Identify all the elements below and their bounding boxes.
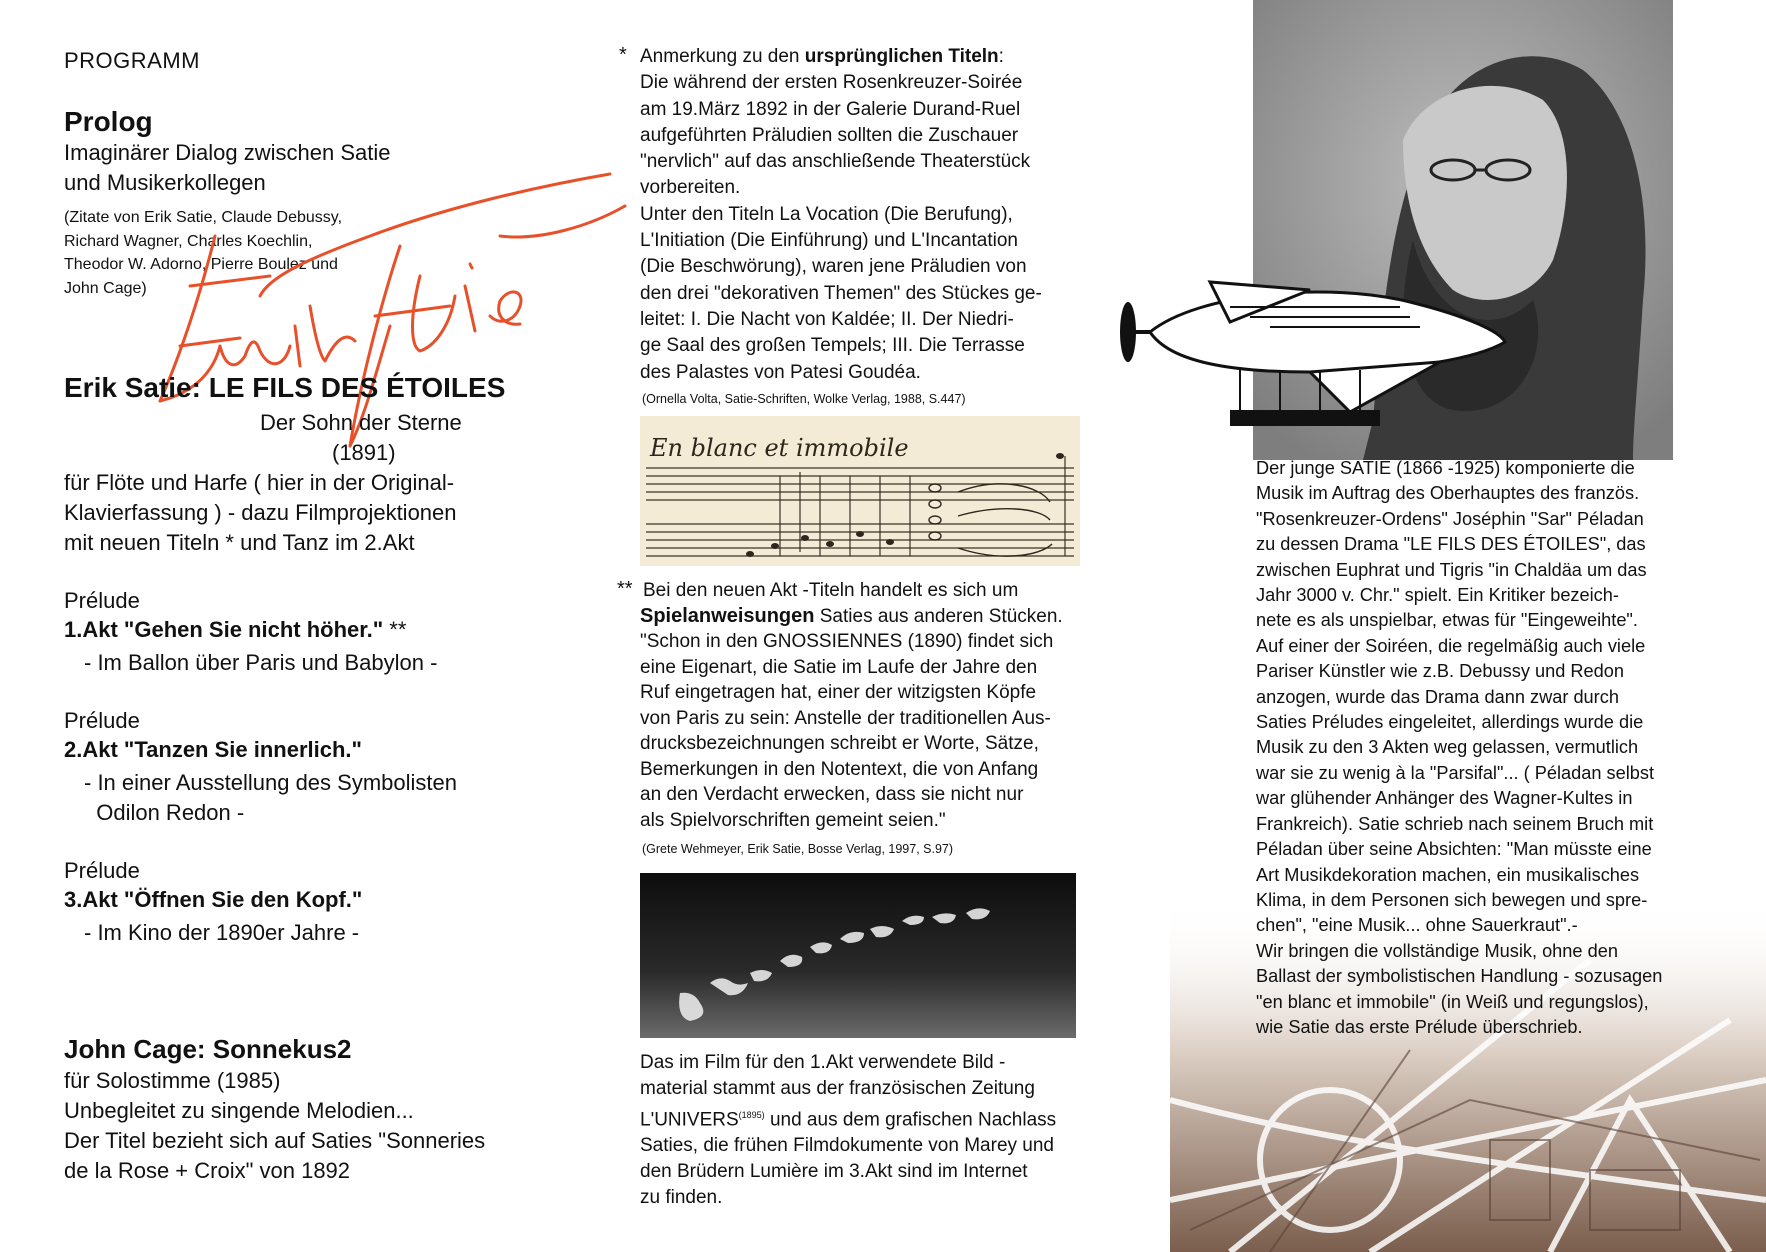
- note-2-bold: Spielanweisungen: [640, 604, 815, 627]
- score-inscription: En blanc et immobile: [650, 434, 909, 462]
- fils-year: (1891): [332, 440, 396, 465]
- biography-line: Auf einer der Soiréen, die regelmäßig auch viele: [1256, 635, 1646, 656]
- note-1-line: am 19.März 1892 in der Galerie Durand-Ruel: [640, 98, 1021, 120]
- note-2-line: von Paris zu sein: Anstelle der traditionellen Aus-: [640, 707, 1051, 729]
- note-1: [640, 44, 1080, 386]
- film-caption-line: [640, 1102, 1110, 1133]
- biography-line: anzogen, wurde das Drama dann zwar durch: [1256, 686, 1619, 707]
- film-caption-line: Das im Film für den 1.Akt verwendete Bild -: [640, 1052, 1006, 1073]
- act-2-subtitle-line: - In einer Ausstellung des Symbolisten: [84, 770, 457, 795]
- biography-line: Wir bringen die vollständige Musik, ohne den: [1256, 940, 1618, 961]
- act-1-subtitle: - Im Ballon über Paris und Babylon -: [84, 650, 438, 675]
- film-caption-line: zu finden.: [640, 1187, 723, 1209]
- cage-title: John Cage: Sonnekus2: [64, 1034, 352, 1064]
- note-1-line: leitet: I. Die Nacht von Kaldée; II. Der Niedri-: [640, 308, 1014, 330]
- note-2-line: an den Verdacht erwecken, dass sie nicht nur: [640, 784, 1024, 805]
- prolog-quote-line: Richard Wagner, Charles Koechlin,: [64, 232, 313, 250]
- satie-biography: [1256, 456, 1706, 1040]
- fils-description-line: für Flöte und Harfe ( hier in der Original-: [64, 470, 455, 495]
- note-2: [640, 578, 1110, 833]
- act-2-prelude: Prélude: [64, 708, 140, 733]
- biography-line: nete es als unspielbar, etwas für "Eingeweihte".: [1256, 610, 1638, 631]
- airship-drawing-image: [1110, 262, 1510, 452]
- fils-description: [64, 468, 524, 558]
- act-3-prelude: Prélude: [64, 858, 140, 883]
- biography-line: wie Satie das erste Prélude überschrieb.: [1256, 1016, 1583, 1037]
- note-1-source: (Ornella Volta, Satie-Schriften, Wolke Verlag, 1988, S.447): [642, 392, 966, 406]
- act-3-title: 3.Akt "Öffnen Sie den Kopf.": [64, 887, 363, 912]
- prolog-subtitle-line: Imaginärer Dialog zwischen Satie: [64, 140, 391, 165]
- note-1-line: des Palastes von Patesi Goudéa.: [640, 361, 921, 383]
- note-2-line: eine Eigenart, die Satie im Laufe der Jahre den: [640, 656, 1038, 678]
- program-label: PROGRAMM: [64, 48, 200, 73]
- fils-description-line: Klavierfassung ) - dazu Filmprojektionen: [64, 500, 457, 525]
- biography-line: Péladan über seine Absichten: "Man müsste eine: [1256, 839, 1652, 860]
- biography-line: Musik im Auftrag des Oberhauptes des französ.: [1256, 483, 1640, 504]
- biography-line: zwischen Euphrat und Tigris "in Chaldäa um das: [1256, 559, 1647, 580]
- film-caption-tail: und aus dem grafischen Nachlass: [764, 1109, 1057, 1131]
- note-1-line: vorbereiten.: [640, 177, 741, 199]
- note-1-bold: ursprünglichen Titeln: [804, 46, 999, 67]
- note-2-line: drucksbezeichnungen schreibt er Worte, Sätze,: [640, 733, 1039, 754]
- cage-description: [64, 1066, 544, 1186]
- note-1-asterisk: *: [619, 44, 627, 66]
- note-1-line: ge Saal des großen Tempels; III. Die Terrasse: [640, 335, 1025, 357]
- prolog-quote-line: (Zitate von Erik Satie, Claude Debussy,: [64, 209, 343, 226]
- note-2-source: (Grete Wehmeyer, Erik Satie, Bosse Verlag, 1997, S.97): [642, 842, 954, 856]
- note-1-line: (Die Beschwörung), waren jene Präludien von: [640, 256, 1027, 278]
- film-caption-journal: L'UNIVERS: [640, 1109, 739, 1131]
- cage-line: Der Titel bezieht sich auf Saties "Sonneries: [64, 1128, 486, 1153]
- note-2-heading: [640, 604, 1110, 630]
- note-2-tail: Saties aus anderen Stücken.: [814, 605, 1063, 627]
- biography-line: zu dessen Drama "LE FILS DES ÉTOILES", das: [1256, 534, 1646, 555]
- act-1-marker: **: [383, 617, 407, 642]
- film-still-image: [640, 873, 1076, 1038]
- note-1-line: Die während der ersten Rosenkreuzer-Soirée: [640, 72, 1023, 94]
- cage-line: für Solostimme (1985): [64, 1068, 281, 1093]
- note-2-line: "Schon in den GNOSSIENNES (1890) findet sich: [640, 631, 1054, 652]
- note-1-line: den drei "dekorativen Themen" des Stückes ge-: [640, 282, 1042, 304]
- note-1-line: Unter den Titeln La Vocation (Die Berufung),: [640, 203, 1013, 225]
- biography-line: Pariser Künstler wie z.B. Debussy und Redon: [1256, 661, 1624, 682]
- biography-line: Der junge SATIE (1866 -1925) komponierte die: [1256, 458, 1635, 478]
- prolog-subtitle-line: und Musikerkollegen: [64, 170, 266, 195]
- act-2-subtitle: [84, 768, 457, 828]
- film-caption-line: Saties, die frühen Filmdokumente von Marey und: [640, 1135, 1054, 1157]
- biography-line: Musik zu den 3 Akten weg gelassen, vermutlich: [1256, 737, 1639, 758]
- film-caption-line: den Brüdern Lumière im 3.Akt sind im Internet: [640, 1161, 1028, 1183]
- biography-line: Frankreich). Satie schrieb nach seinem Bruch mit: [1256, 813, 1654, 834]
- cage-line: Unbegleitet zu singende Melodien...: [64, 1098, 414, 1123]
- act-2-title: 2.Akt "Tanzen Sie innerlich.": [64, 737, 362, 762]
- note-2-line: Bemerkungen in den Notentext, die von Anfang: [640, 758, 1039, 780]
- act-1-title: 1.Akt "Gehen Sie nicht höher.": [64, 617, 384, 642]
- note-2-line: Ruf eingetragen hat, einer der witzigsten Köpfe: [640, 682, 1037, 703]
- act-2-subtitle-line: Odilon Redon -: [84, 800, 245, 825]
- prolog-quote-line: Theodor W. Adorno, Pierre Boulez und: [64, 256, 338, 273]
- biography-line: Jahr 3000 v. Chr." spielt. Ein Kritiker bezeich-: [1256, 585, 1619, 606]
- biography-line: Art Musikdekoration machen, ein musikalisches: [1256, 864, 1640, 885]
- biography-line: "Rosenkreuzer-Ordens" Joséphin "Sar" Péladan: [1256, 508, 1644, 529]
- film-caption-line: material stammt aus der französischen Zeitung: [640, 1078, 1035, 1099]
- film-caption-year: (1895): [738, 1110, 765, 1120]
- cage-line: de la Rose + Croix" von 1892: [64, 1158, 351, 1183]
- note-1-heading: [640, 44, 1080, 70]
- prolog-quote-line: John Cage): [64, 279, 147, 297]
- biography-line: chen", "eine Musik... ohne Sauerkraut".-: [1256, 915, 1578, 936]
- music-score-image: [640, 416, 1080, 566]
- fils-description-line: mit neuen Titeln * und Tanz im 2.Akt: [64, 530, 415, 555]
- note-2-asterisks: **: [617, 578, 633, 600]
- biography-line: Saties Préludes eingeleitet, allerdings wurde die: [1256, 712, 1644, 733]
- note-2-line: als Spielvorschriften gemeint seien.": [640, 809, 946, 831]
- act-3-subtitle: - Im Kino der 1890er Jahre -: [84, 920, 360, 945]
- fils-subtitle: Der Sohn der Sterne: [260, 410, 462, 435]
- biography-line: war glühender Anhänger des Wagner-Kultes in: [1256, 788, 1633, 809]
- biography-line: "en blanc et immobile" (in Weiß und regungslos),: [1256, 991, 1649, 1012]
- fils-heading: Erik Satie: LE FILS DES ÉTOILES: [64, 372, 506, 403]
- prolog-title: Prolog: [64, 106, 153, 137]
- act-1-prelude: Prélude: [64, 588, 140, 613]
- note-1-lead: Anmerkung zu den: [640, 46, 805, 67]
- note-1-tail: :: [998, 46, 1004, 67]
- note-1-line: L'Initiation (Die Einführung) und L'Incantation: [640, 230, 1018, 252]
- biography-line: war sie zu wenig à la "Parsifal"... ( Péladan selbst: [1256, 762, 1655, 783]
- note-1-line: "nervlich" auf das anschließende Theaterstück: [640, 151, 1031, 173]
- biography-line: Klima, in dem Personen sich bewegen und spre-: [1256, 889, 1648, 910]
- note-2-lead: Bei den neuen Akt -Titeln handelt es sich um: [643, 580, 1019, 601]
- biography-line: Ballast der symbolistischen Handlung - sozusagen: [1256, 966, 1663, 987]
- note-1-line: aufgeführten Präludien sollten die Zuschauer: [640, 124, 1019, 146]
- act-1-heading: [64, 617, 406, 643]
- film-caption: [640, 1050, 1110, 1211]
